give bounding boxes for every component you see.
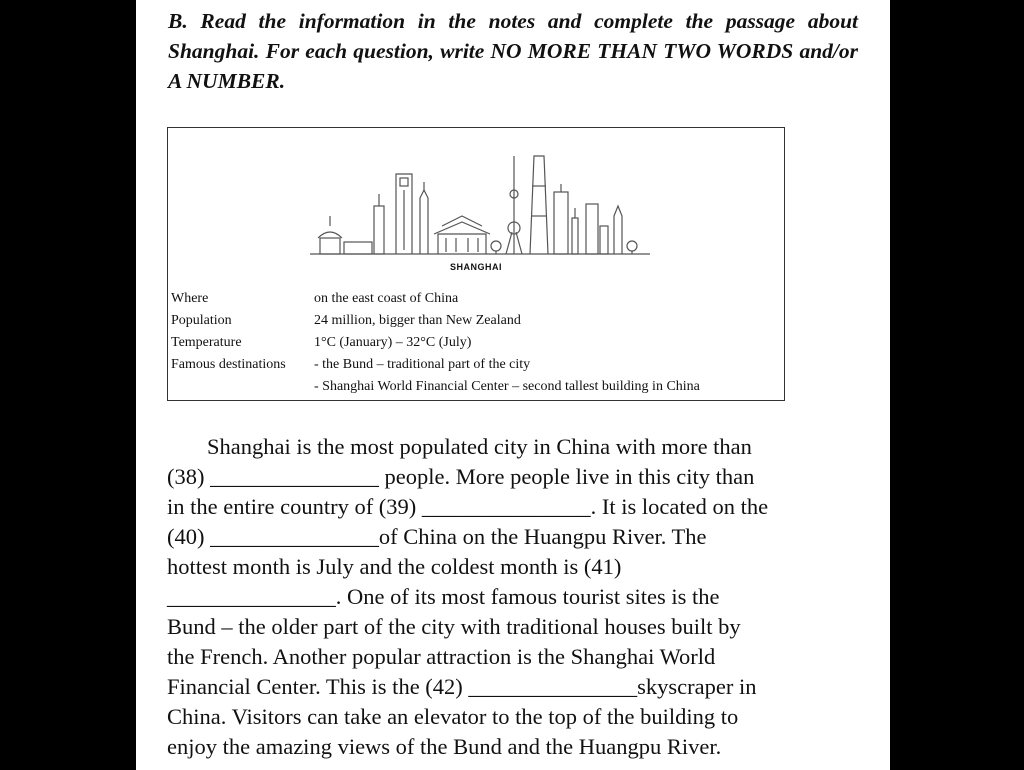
passage-line: Financial Center. This is the (42) _______________skyscraper in [167, 674, 757, 699]
note-value: on the east coast of China [314, 291, 459, 306]
note-row-where [171, 288, 700, 310]
note-row-destinations [171, 354, 700, 376]
passage-line: in the entire country of (39) _______________. It is located on the [167, 494, 769, 519]
note-label: Temperature [171, 335, 242, 350]
passage-line: China. Visitors can take an elevator to the top of the building to [167, 704, 739, 729]
worksheet-page [136, 0, 890, 770]
passage-line: Shanghai is the most populated city in China with more than [207, 434, 752, 459]
note-label: Where [171, 291, 209, 306]
note-value: - Shanghai World Financial Center – second tallest building in China [314, 379, 700, 394]
passage-line: Bund – the older part of the city with traditional houses built by [167, 614, 741, 639]
note-row-population [171, 310, 700, 332]
note-label [171, 376, 314, 398]
note-value: - the Bund – traditional part of the city [314, 357, 531, 372]
passage-line: _______________. One of its most famous tourist sites is the [167, 584, 720, 609]
skyline-caption: SHANGHAI [449, 262, 502, 272]
reading-passage [167, 432, 857, 762]
passage-line: enjoy the amazing views of the Bund and the Huangpu River. [167, 734, 722, 759]
note-row-destinations-cont [171, 376, 700, 398]
notes-table [171, 288, 700, 398]
note-row-temperature [171, 332, 700, 354]
shanghai-skyline-illustration [310, 146, 650, 258]
notes-box [167, 127, 785, 401]
passage-line: (40) _______________of China on the Huangpu River. The [167, 524, 707, 549]
note-label: Famous destinations [171, 357, 286, 372]
exercise-instructions: B. Read the information in the notes and complete the passage about Shanghai. For each question, write NO MORE THAN TWO WORDS and/or A NUMBER. [168, 9, 858, 93]
note-label: Population [171, 313, 232, 328]
passage-line: the French. Another popular attraction is the Shanghai World [167, 644, 716, 669]
note-value: 1°C (January) – 32°C (July) [314, 335, 472, 350]
note-value: 24 million, bigger than New Zealand [314, 313, 521, 328]
passage-line: (38) _______________ people. More people live in this city than [167, 464, 755, 489]
passage-line: hottest month is July and the coldest month is (41) [167, 554, 622, 579]
